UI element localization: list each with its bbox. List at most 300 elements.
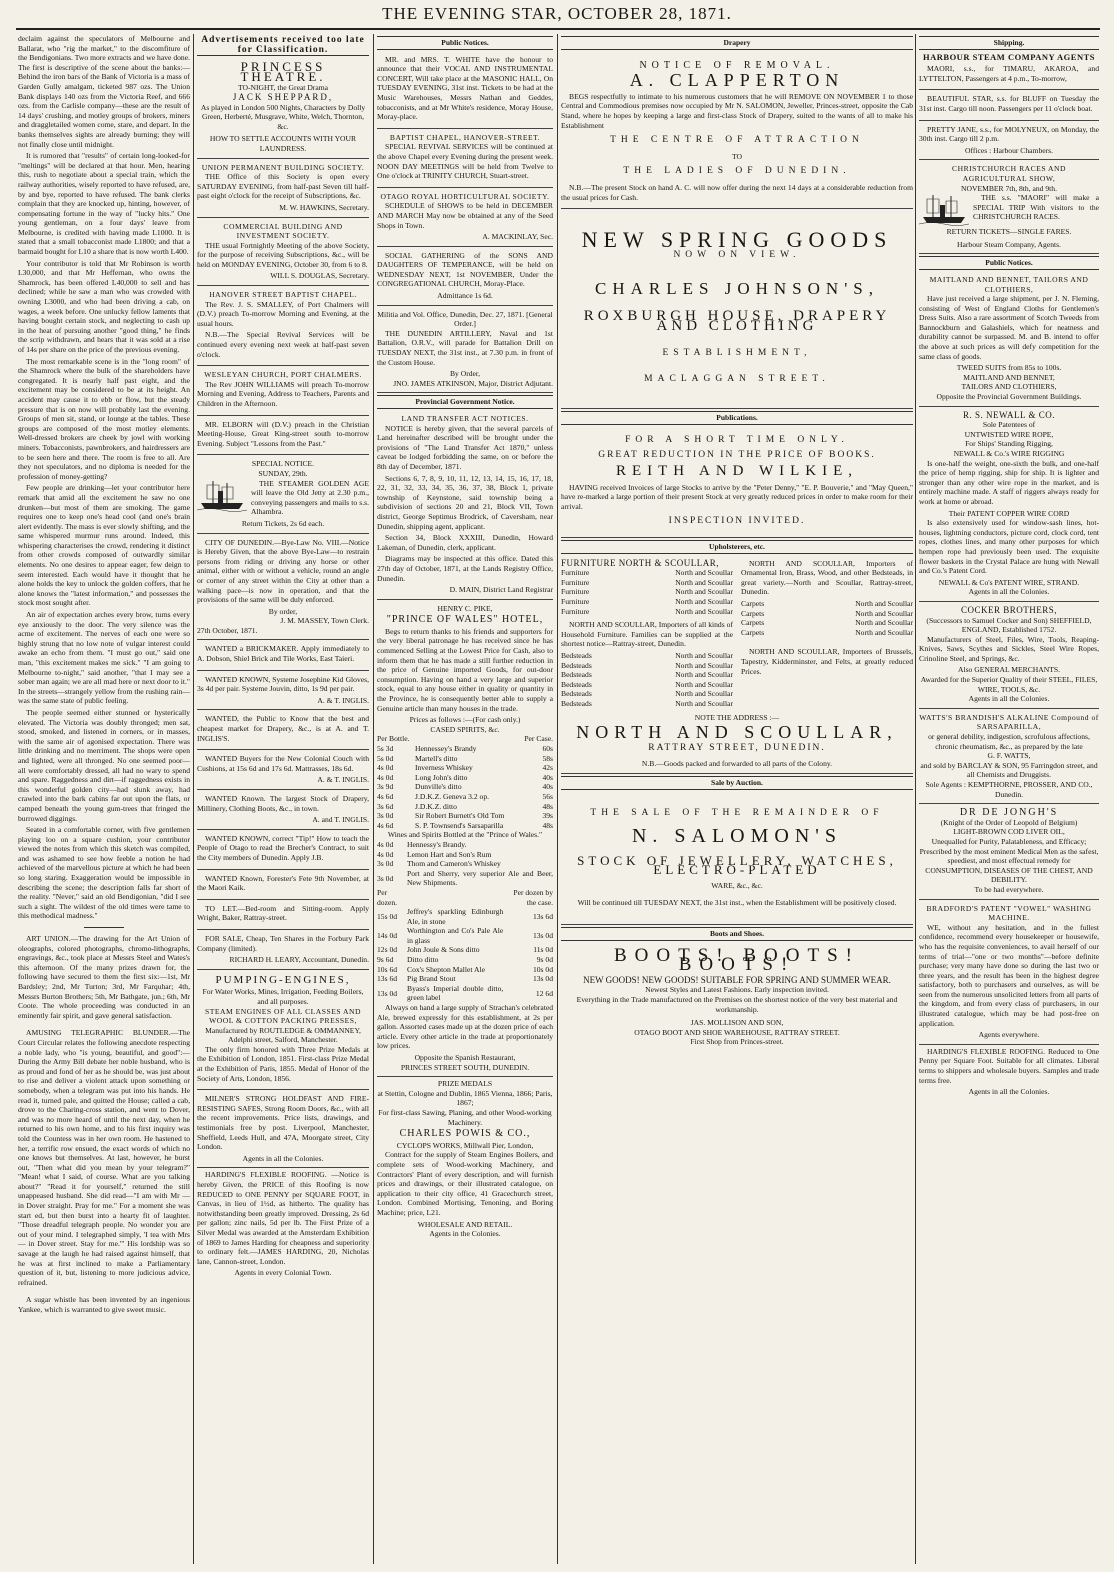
price: 56s [542,791,553,801]
spirits-price-list [377,734,553,830]
item: John Joule & Sons ditto [407,945,480,955]
ad-body: THE s.s. "MAORI" will make a SPECIAL TRIP With visitors to the CHRISTCHURCH RACES. [973,193,1099,222]
price-row [377,859,553,869]
article-paragraph: The people seemed either stunned or hysterically elevated. The Victoria was doubly thronged; men sat, stood, smoked, and listened in corners, or in masses, with the same air of agonised expectation. There was little drinking and no merriment. The shops were open and lighted, were all thronged. No one seemed poor—all were comfortably dressed, all had no wary to spend and spare. Raggedness and dirt—if raggedness exists in this wonderful golden city—had slunk away, had crawled into the bark cabins far out upon the flats, or camped beneath the young gum-trees that fringed the burrowed diggings. [18,707,190,823]
wines-price-list [377,840,553,888]
ad-body: HARDING'S FLEXIBLE ROOFING. Reduced to One Penny per Square Foot. Suitable for all climates. Liberal terms to shippers and wholesale buyers. Samples and trade terms free. [919,1046,1099,1085]
pumping-engines-ad [197,972,369,1091]
ad-line: HOW TO SETTLE ACCOUNTS WITH YOUR LAUNDRESS. [209,134,357,153]
column-divider [557,34,558,1564]
ad-line: Agents in all the Colonies. [242,1153,324,1163]
section-heading: Advertisements received too late for Classification. [197,36,369,56]
price-row [377,821,553,831]
prize-medals-ad [377,1079,553,1239]
price-row [377,754,553,764]
ad-line: STOCK OF JEWELLERY, WATCHES, ELECTRO-PLATED [577,852,897,878]
ad-title: SPECIAL NOTICE. [251,459,315,469]
ad-line: By order, [268,606,298,616]
vendor: North and Scoullar [675,650,733,660]
shipping-ad [919,123,1099,161]
ad-title: R. S. NEWALL & CO. [963,409,1055,420]
ad-signature: J. M. MASSEY, Town Clerk. [280,616,369,626]
ad-body: WANTED KNOWN, Systeme Josephine Kid Gloves, 3s 4d per pair. Systeme Jouvin, ditto, 1s 9d per pair. [197,674,369,694]
price-row [377,773,553,783]
ad-line: ROXBURGH HOUSE, DRAPERY AND CLOTHING [583,307,891,334]
price: 11s 0d [533,945,553,955]
list-item [561,597,733,607]
item: Bedsteads [561,670,592,680]
ad-signature: A. MACKINLAY, Sec. [482,232,553,242]
price: 42s [542,763,553,773]
wesleyan-ad [197,368,369,415]
ad-body: NORTH AND SCOULLAR, Importers of Ornamental Iron, Brass, Wood, and other Bedsteads, in great variety.—North and Scoullar, Rattray-street, Dunedin. [741,558,913,597]
ad-title: COMMERCIAL BUILDING AND INVESTMENT SOCIETY. [223,221,343,241]
ad-title: PRIZE MEDALS [437,1079,493,1089]
ad-line: RETURN TICKETS—SINGLE FARES. [946,227,1072,237]
ad-body: PRETTY JANE, s.s., for MOLYNEUX, on Monday, the 30th inst. Cargo till 2 p.m. [919,124,1099,144]
section-heading: Sale by Auction. [561,776,913,790]
concert-ad [377,53,553,129]
furniture-table [561,568,733,616]
ad-line: By Order, [449,369,481,379]
ad-body: WANTED Known, Forester's Fete 9th November, at the Maori Kaik. [197,873,369,893]
item: Martell's ditto [414,753,458,763]
ad-body: WANTED a BRICKMAKER. Apply immediately to A. Dobson, Shiel Brick and Tile Works, East Taieri. [197,644,369,664]
section-heading: Publications. [561,411,913,425]
ad-line: PRINCES STREET SOUTH, DUNEDIN. [400,1062,530,1072]
price: 48s [542,801,553,811]
list-item [561,661,733,671]
wire-rope-ad [919,409,1099,602]
price-list-header [377,734,553,744]
ad-line: TO-NIGHT, the Great Drama [238,83,328,93]
item: J.D.K.Z. Geneva 3.2 op. [414,791,490,801]
article-paragraph: An air of expectation arches every brow, turns every eye anxiously to the door. The very silence was the acme of excitement. The nerves of each one were so highly strung that no low note of vulgar interest could awake an echo from them. "I must go out," said one man, "this excitement makes me sick." "I am going to Melbourne to-night," said another, "that I may see a sober man again; we are all mad here or next door to it." In the streets—strangely yellow from the rushing rain—was the same state of public feeling. [18,610,190,706]
ad-title: DR DE JONGH'S [959,807,1059,819]
vendor: North and Scoullar [675,660,733,670]
price: 3s 0d [377,859,394,869]
ad-line: NEW GOODS! NEW GOODS! SUITABLE FOR SPRING AND SUMMER WEAR. [583,974,891,985]
sugar-whistle-paragraph: A sugar whistle has been invented by an ingenious Yankee, which is warranted to give sweet music. [18,1295,190,1314]
safes-ad [197,1092,369,1168]
item: Furniture [561,597,590,606]
item: Hennessy's Brandy. [407,839,467,849]
column-public-notices [377,34,553,1566]
bedsteads-table [561,651,733,709]
list-item [561,670,733,680]
ad-body: SCHEDULE of SHOWS to be held in DECEMBER AND MARCH May now be obtained at any of the Seed Shops in Town. [377,201,553,230]
ad-body: THE usual Fortnightly Meeting of the above Society, for the purpose of receiving Subscriptions, &c., will be held on MONDAY EVENING, October 30, from 6 to 8. [197,240,369,269]
item: Port and Sherry, very superior Ale and Beer, New Shipments. [407,868,553,888]
ad-line: First Shop from Princes-street. [690,1037,784,1047]
price-row [377,955,553,965]
list-item [561,587,733,597]
ad-line: For Ships' Standing Rigging, [965,439,1053,449]
item: Bedsteads [561,660,592,670]
tailors-ad [919,273,1099,407]
wanted-ad [197,752,369,790]
item: Furniture [561,587,590,597]
item: Ditto ditto [407,955,439,965]
ad-line: or general debility, indigestion, scrofulous affections, chronic rheumatism, &c., as prepared by the late [928,732,1090,751]
washing-machine-ad [919,902,1099,1045]
ad-line: TAILORS AND CLOTHIERS, [961,382,1057,392]
price: 4s 6d [377,820,394,830]
ad-signature: A. & T. INGLIS. [317,775,369,785]
ad-line: Agents in all the Colonies. [968,1087,1050,1097]
ad-title: LAND TRANSFER ACT NOTICES. [401,414,529,423]
price: 48s [542,820,553,830]
ad-line: Prescribed by the most eminent Medical Men as the safest, speediest, and most effectual remedy for [919,846,1099,866]
price: 12 6d [535,988,553,998]
ad-name: NORTH AND SCOULLAR, [576,722,898,743]
ad-line: MAITLAND AND BENNET, [963,372,1055,382]
vendor: North and Scoullar [675,577,733,587]
ad-line: Unequalled for Purity, Palatableness, and Efficacy; [931,836,1087,846]
ad-line: THE SALE OF THE REMAINDER OF [590,807,884,818]
ad-body: WANTED KNOWN, correct "Tip!" How to teach the People of Otago to read the Brecher's Contract, to suit the City members of Dunedin. Apply J.B. [197,833,369,862]
article-paragraph: It is rumored that "results" of certain long-looked-for "meltings" will be declared at that hour. Men, hearing this, rush to negotiate about a special train, which the railway authorities, wisely reported to have refused, are, by and bye, reported to have refused. The bank clerks complain that they are knocked up, hinting, however, of compensating fortune in the way of "lucky hits." One young gentleman, on a four days' leave from Melbourne, is credited with having made L1000. It is stated that a small tobacconist made L1800; and that a barmaid bought for L10 a share that is now worth L400. [18,151,190,257]
ad-line: TWEED SUITS from 85s to 100s. [956,363,1062,373]
ad-title: UNION PERMANENT BUILDING SOCIETY. [201,162,365,172]
price-header-right: Per dozen by the case. [513,887,553,907]
theatre-ad [197,58,369,158]
ad-line: Militia and Vol. Office, Dunedin, Dec. 27, 1871. [General Order.] [377,309,553,329]
price: 4s 0d [377,839,394,849]
ad-line: ESTABLISHMENT, [662,348,812,359]
ad-line: TO [732,151,742,161]
ad-line: Agents in all the Colonies. [968,587,1050,597]
price: 3s 6d [377,801,394,811]
ad-line: NOW ON VIEW. [673,249,801,260]
ad-body: N.B.—The present Stock on hand A. C. will now offer during the next 14 days at a considerable reduction from the usual prices for Cash. [561,182,913,202]
ad-signature: RICHARD H. LEARY, Accountant, Dunedin. [229,955,369,965]
ad-line: GREAT REDUCTION IN THE PRICE OF BOOKS. [598,450,876,461]
ad-body: SPECIAL REVIVAL SERVICES will be continued at the above Chapel every Evening during the present week. NOON DAY MEETINGS will be held from Twelve to One o'clock at TRINITY CHURCH, Stuart-street. [377,142,553,181]
ad-title: HANOVER STREET BAPTIST CHAPEL. [209,290,357,300]
ad-body: Section 34, Block XXXIII, Dunedin, Howard Lakeman, of Dunedin, clerk, applicant. [377,533,553,552]
ad-signature: D. MAIN, District Land Registrar [449,585,553,595]
vendor: North and Scoullar [855,618,913,628]
ad-line: Offices : Harbour Chambers. [964,145,1053,155]
cocker-ad [919,604,1099,709]
ad-line: MACLAGGAN STREET. [644,373,830,384]
ad-signature: WILL S. DOUGLAS, Secretary. [270,271,369,281]
price: 3s 9d [377,782,394,792]
ad-line: (Successors to Samuel Cocker and Son) SHEFFIELD, ENGLAND, Established 1752. [926,615,1092,635]
land-transfer-ad [377,412,553,600]
ad-line: THE CENTRE OF ATTRACTION [610,135,864,146]
ad-title: WATTS'S BRANDISH'S ALKALINE Compound of SARSAPARILLA, [919,712,1099,732]
ad-body: The Rev JOHN WILLIAMS will preach To-morrow Morning and Evening, Address to Teachers, Parents and Children in the Afternoon. [197,379,369,408]
vendor: North and Scoullar [675,606,733,616]
ad-body: MR. and MRS. T. WHITE have the honour to announce that their VOCAL AND INSTRUMENTAL CONCERT, Will take place at the MASONIC HALL, On TUESDAY EVENING, 31st inst. Tickets to be had at the Music Warehouses, Messrs Nathan and Geddes, tobacconists, and at Mr White's residence, Moray House, Moray-place. [377,54,553,122]
item: Thom and Cameron's Whiskey [407,859,501,869]
item: Dunville's ditto [414,782,462,792]
item: Bedsteads [561,698,592,708]
price: 13s 0d [532,974,553,984]
ad-body: FOR SALE, Cheap, Ten Shares in the Forbury Park Company (limited). [197,933,369,953]
price: 12s 0d [377,945,398,955]
cod-liver-oil-ad [919,806,1099,899]
ad-signature: Harbour Steam Company, Agents. [957,239,1061,249]
ad-line: NEWALL & Co.'s WIRE RIGGING [953,449,1065,458]
price: 3s 0d [377,873,394,883]
price-row [377,763,553,773]
ad-line: RATTRAY STREET, DUNEDIN. [648,742,826,753]
ad-line: STEAM ENGINES OF ALL CLASSES AND WOOL & COTTON PACKING PRESSES, [204,1006,361,1026]
item: Byass's Imperial double ditto, green label [407,983,504,1003]
item: S. P. Townsend's Sarsaparilla [414,820,504,830]
ad-title: NEW SPRING GOODS [581,227,893,253]
ad-line: OTAGO BOOT AND SHOE WAREHOUSE, RATTRAY STREET. [634,1027,840,1037]
ad-title: "PRINCE OF WALES" HOTEL, [386,614,544,626]
item: Furniture [561,577,590,587]
horticultural-ad [377,190,553,247]
ad-body: MILNER'S STRONG HOLDFAST AND FIRE-RESISTING SAFES, Strong Room Doors, &c., with all the recent improvements. Price lists, drawings, and testimonials free by post. Liverpool, Manchester, Sheffield, Leeds Hull, and 47A, Moorgate street, City London. [197,1094,369,1152]
ad-line: INSPECTION INVITED. [668,516,806,527]
furniture-listing [561,559,733,709]
price: 13s 6d [532,911,553,921]
list-item [561,651,733,661]
ad-body: Is one-half the weight, one-sixth the bulk, and one-half the price of hemp rigging, ship for ship. It is lighter and stronger than any other wire rope in the market, and is entirely machine made. A staff of riggers always ready for work at home or abroad. [919,458,1099,506]
ad-body: BEAUTIFUL STAR, s.s. for BLUFF on Tuesday the 31st inst. Cargo till noon. Passengers per 11 o'clock boat. [919,94,1099,113]
ad-title: COCKER BROTHERS, [960,604,1057,615]
list-item [561,578,733,588]
ad-line: SUNDAY, 29th. [258,468,308,478]
price: 10s 6d [377,964,398,974]
ad-line: G. F. WATTS, [987,751,1031,761]
ad-line: Newest Styles and Latest Fashions. Early inspection invited. [645,985,829,995]
item: J.D.K.Z. ditto [414,801,457,811]
price-row [377,850,553,860]
hotel-ad [377,602,553,1078]
vendor: North and Scoullar [675,679,733,689]
vendor: North and Scoullar [675,597,733,606]
ad-line: Agents in all the Colonies. [968,694,1050,704]
baptist-chapel-ad [377,131,553,188]
section-heading: Upholsterers, etc. [561,540,913,554]
ad-line: Awarded for the Superior Quality of their STEEL, FILES, WIRE, TOOLS, &c. [920,675,1098,694]
ad-line: For first-class Sawing, Planing, and other Wood-working Machinery. [378,1107,552,1127]
item: Carpets [741,627,765,637]
ad-line: To be had everywhere. [974,884,1044,894]
ad-title: PRINCESS THEATRE. [240,59,326,84]
ad-line: Opposite the Spanish Restaurant, [414,1053,516,1062]
price-header-left: Per dozen. [377,887,398,907]
ad-line: Also GENERAL MERCHANTS. [957,665,1061,675]
ad-line: THE LADIES OF DUNEDIN. [623,166,851,177]
ad-line: NEWALL & Co's PATENT WIRE, STRAND. [938,577,1080,587]
price-row [377,907,553,926]
ad-name: REITH AND WILKIE, [615,463,859,480]
ad-title: BRADFORD'S PATENT "VOWEL" WASHING MACHINE. [926,903,1092,923]
item: Cox's Shepton Mallet Ale [407,964,485,974]
ad-line: JAS. MOLLISON AND SON, [690,1018,784,1028]
vendor: North and Scoullar [675,670,733,680]
item: Carpets [741,608,765,618]
wanted-ad [197,792,369,830]
list-item [561,689,733,699]
item: Sir Robert Burnett's Old Tom [414,811,505,821]
article-paragraph: declaim against the speculators of Melbourne and Ballarat, who "rig the market," to the discomfiture of the Bendigonians. Two more extracts and we have done. The first is descriptive of the scene about the banks:—Behind the iron bars of the Bank of Victoria is a mass of Garden Gully amalgam, ticketed 987 ozs. The Union Bank displays 140 ozs from the Victoria Reef, and 666 ozs. from the Carlisle company—these are the result of 14 days' crushing, and motley groups of brokers, miners and draggletailed women come, stare, and depart. In the banks themselves sights are already burning; they will not finally close until midnight. [18,34,190,149]
ad-body: WANTED Known. The largest Stock of Drapery, Millinery, Clothing Boots, &c., in town. [197,794,369,813]
ad-line: WARE, &c., &c. [711,880,763,890]
price: 5s 3d [377,744,394,753]
price: 3s 0d [377,811,394,821]
shipping-ad [919,62,1099,90]
spring-goods-ad [561,211,913,409]
ad-line: Manufactured by ROUTLEDGE & OMMANNEY, Adelphi street, Salford, Manchester. [205,1025,361,1045]
north-scoullar-ad [561,557,913,774]
price: 13s 6d [377,974,398,984]
price: 15s 0d [377,911,398,921]
roofing-ad [197,1170,369,1278]
vendor: North and Scoullar [855,608,913,618]
price-row [377,802,553,812]
ad-body: WANTED Buyers for the New Colonial Couch with Cushions, at 15s 6d and 17s 6d. Mattrasses, 18s 6d. [197,754,369,773]
ad-line: Will be continued till TUESDAY NEXT, the 31st inst., when the Establishment will be positively closed. [577,898,897,908]
price: 10s 0d [532,964,553,974]
price-row [377,744,553,754]
ad-title: NOTICE OF REMOVAL. [639,59,835,71]
price-row [377,945,553,955]
item: Bedsteads [561,679,592,689]
ad-line: Everything in the Trade manufactured on the Premises on the shortest notice of the very best material and workmanship. [576,995,898,1014]
item: Inverness Whiskey [414,763,473,773]
price-row [377,792,553,802]
ad-body: The only firm honored with Three Prize Medals at the Exhibition of London, 1851. First-class Prize Medal at the Exhibition of Paris, 1855. Medal of Honor of the Society of Arts, London, 1856. [197,1044,369,1083]
for-sale-ad [197,932,369,970]
section-heading: Boots and Shoes. [561,927,913,941]
steamship-icon [197,479,247,513]
price-row [377,840,553,850]
price-list-header [377,888,553,907]
ad-body: WANTED, the Public to Know that the best and cheapest market for Drapery, &c., is at A. and T. INGLIS'S. [197,714,369,743]
item: Hennessey's Brandy [414,744,477,753]
ad-body: N.B.—The Special Revival Services will be continued every evening next week at half-past seven o'clock. [197,330,369,359]
ad-body: Sections 6, 7, 8, 9, 10, 11, 12, 13, 14, 15, 16, 17, 18, 22, 31, 32, 33, 34, 35, 36, 37, 38, Block 1, private township of Keynstone, said township being a subdivision of sections 20 and 21, Block VII, Town district, George Septimus Brodrick, of Caversham, near Dunedin, shipping agent, applicant. [377,473,553,531]
ad-line: LIGHT-BROWN COD LIVER OIL, [953,827,1065,837]
ad-body: CITY OF DUNEDIN.—Bye-Law No. VIII.—Notice is Hereby Given, that the above Bye-Law—to restrain persons from riding or driving any horse or other animal, either with or without a vehicle, round an angle or corner of any street within the City at other than a walking pace—is now in operation, and that the provisions of the same will be duly enforced. [197,537,369,605]
section-heading: Shipping. [919,36,1099,50]
ad-title: PUMPING-ENGINES, [215,973,351,986]
ad-line: (Knight of the Order of Leopold of Belgium) [940,817,1078,827]
section-heading: Public Notices. [919,256,1099,270]
item: Worthington and Co's Pale Ale in glass [407,926,504,945]
price: 4s 0d [377,763,394,773]
ad-body: BEGS respectfully to intimate to his numerous customers that he will REMOVE ON NOVEMBER 1 to those Central and Commodious premises now occupied by Mr N. SALOMON, Jeweller, Princes-street, opposite the Cab Stand, where he hopes by keeping a large and first-class Stock of Drapery, suited to the wants of all to make his Establishment [561,91,913,130]
ad-line: NOVEMBER 7th, 8th, and 9th. [961,183,1057,193]
ad-title: CHRISTCHURCH RACES AND AGRICULTURAL SHOW, [952,164,1066,183]
column-drapery-and-sales [561,34,913,1566]
section-heading: Public Notices. [377,36,553,50]
steamship-icon [919,193,969,227]
ad-line: Sole Patentees of [982,420,1036,430]
ad-line: CHARLES POWIS & CO., [399,1128,531,1140]
ad-line: Agents in every Colonial Town. [234,1268,332,1278]
building-society-ad [197,161,369,218]
ad-name: CHARLES JOHNSON'S, [595,279,879,299]
price-header-left: Per Bottle. [377,734,410,744]
ad-signature: M. W. HAWKINS, Secretary. [279,202,369,212]
wanted-ad [197,872,369,900]
price: 40s [542,782,553,792]
artillery-ad [377,308,553,394]
wanted-ad [197,712,369,750]
ad-body: Diagrams may be inspected at this office. Dated this 27th day of October, 1871, at the Lands Registry Office, Dunedin. [377,554,553,583]
list-item [561,607,733,617]
ad-line: UNTWISTED WIRE ROPE, [964,429,1054,439]
item: Carpets [741,599,765,608]
list-item [741,618,913,628]
price-row [377,869,553,888]
ad-signature: A. and T. INGLIS. [312,815,369,825]
price: 58s [542,753,553,763]
masthead-rule [16,28,1100,30]
telegraphic-blunder-paragraph: AMUSING TELEGRAPHIC BLUNDER.—The Court Circular relates the following anecdote respecting a noble lady, who "is young, beautiful, and good":—During the Army Bill debate her noble husband, who is as proud and fond of her as he should be, was just about to rise and deliver a violent attack upon something or somebody, when a telegram was put into his hands. He read it, turned pale, and quitted the House; called a cab, drove to the Charing-cross station, and went to Dover, and was no more heard of until the next day, when he returned to his own home, and to his first inquiry was told the Countess was in her own room. He hastened to her, a terrific row ensued, the exact words of which no one knows but themselves. At last, however, he burst out, "Then what did you mean by your telegram?" "Mean! what I said, of course. What are you talking about?" "Read it for yourself," returned the still unappeased husband. She did read—"I am with Mr — in Dover straight. Pray for me." For a moment she was start ed, but then burst into a hearty fit of laughter. "Those dreadful telegraph people. No wonder you are out of your mind. I telegraphed simply, 'I tea with Mrs — in Dover street. Stay for me.'" His lordship was so savage at the laugh he had raised against himself, that he was at first inclined to make a Parliamentary question of it, but, listening to more judicious advice, refrained. [18,1028,190,1287]
temperance-ad [377,249,553,306]
ad-line: N.B.—Goods packed and forwarded to all parts of the Colony. [641,759,833,769]
ad-body: THE Office of this Society is open every SATURDAY EVENING, from half-past Seven till half-past eight o'clock for the receipt of Subscriptions, &c. [197,172,369,201]
vendor: North and Scoullar [675,568,733,578]
ad-line: WHOLESALE AND RETAIL. [417,1219,513,1229]
item: Bedsteads [561,689,592,699]
ad-body: NOTICE is hereby given, that the several parcels of Land hereinafter described will be brought under the provisions of "The Land Transfer Act 1870," unless caveat be lodged forbidding the same, on or before the 8th day of December, 1871. [377,423,553,471]
ad-body: Begs to return thanks to his friends and supporters for the very liberal patronage he has received since he has commenced Selling at the Lowest Price for Cash, also to inform them that he has made a still further reduction in the price of Genuine imported Goods, for out-door consumption. Having on hand a very large and superior stock, equal to any house either in quality or quantity in the Province, he is consequently better able to supply a Genuine article than many houses in the trade. [377,626,553,713]
price: 13s 0d [377,988,398,998]
ad-body: Manufacturers of Steel, Files, Wire, Tools, Reaping-Knives, Saws, Scythes and Sickles, Steel Wire Ropes, Crinoline Steel, and Springs, &c. [919,634,1099,663]
ad-line: HENRY C. PIKE, [437,603,493,613]
article-paragraph: The most remarkable scene is in the "long room" of the Shamrock where the bulk of the shareholders have congregated. It is nearly half past eight, and the excitement may be considered to be at its height. An accident may cause it to ebb or flow, but the steady pressure that is on now will probably last the evening. Groups of men sit, stand, or lounge at the tables. These groups are composed of the most motley elements. Well-dressed brokers are cheek by jowl with working miners. Tobacconists, pawnbrokers, and hairdressers are to be seen here and there. The room is free to all. Are they not speculators, and no diploma is needed for the profession of money-getting? [18,356,190,481]
ad-title: OTAGO ROYAL HORTICULTURAL SOCIETY. [380,191,550,201]
elborn-ad [197,418,369,456]
hanover-chapel-ad [197,288,369,366]
article-paragraph: Your contributor is told that Mr Robinson is worth L30,000, and that Mr Heffernan, who owns the Shamrock, has been offered L40,000 to sell and has declined; while he saw a man who was crowded with owning L3000, and who had been driving a cab, on wages, a week before. One unlucky fellow laments that having bought certain stock, and neglecting to cash up in the heat of pursuing another "good thing," he finds the scrip withdrawn, and hears that it was sold at a rise of 14s per share on the price of the previous evening. [18,258,190,354]
ad-title: FURNITURE NORTH & SCOULLAR, [561,557,719,568]
wanted-ad [197,673,369,711]
commercial-society-ad [197,220,369,287]
price: 14s 0d [377,931,398,941]
item: Furniture [561,568,590,578]
ad-body: Is also extensively used for window-sash lines, hot-houses, lightning conductors, picture cord, clock cord, tent ropes, clothes lines, and many other purposes for which hempen rope had previously been used. The exquisite flower baskets in the Crystal Palace are hung with Newall and Co.'s Patent Cord. [919,518,1099,576]
vendor: North and Scoullar [855,599,913,608]
ad-line: Their PATENT COPPER WIRE CORD [948,508,1070,518]
price-row [377,926,553,945]
ad-body: MR. ELBORN will (D.V.) preach in the Christian Meeting-House, Great King-street south to-morrow Evening. Subject "Lessons from the Past." [197,419,369,448]
ad-title: BAPTIST CHAPEL, HANOVER-STREET. [389,132,541,142]
ad-body: Contract for the supply of Steam Engines Boilers, and complete sets of Wood-working Machinery, and Contractors' Plant of every description, and will furnish prices and drawings, or their illustrated catalogue, on application to their city office, 41 Gracechurch street, London. Combined Mortising, Tenoning, and Boring Machine; price, L21. [377,1150,553,1217]
shipping-ad [919,92,1099,120]
price-row [377,782,553,792]
ad-body: WE, without any hesitation, and in the fullest confidence, recommend every housekeeper or housewife, who has the requisite conveniences, to avail herself of our terms of trial—"one or two months"—before definite purchase; very many have done so during the last two or three years, and the result has been in the highest degree satisfactory, both to purchasers and ourselves, as will be seen from the numerous unsolicited letters from all parts of the kingdom, and from every class of purchasers, in our illustrated catalogue, which may be had post-free on application. [919,922,1099,1028]
divider [84,927,124,928]
ad-line: Prices as follows :—(For cash only.) [409,715,521,725]
item: Bedsteads [561,650,592,660]
article-paragraph: Seated in a comfortable corner, with five gentlemen playing loo on a square cushion, your contributor viewed the notes from which this sketch was compiled, and was ashamed to see how feeble a notion he had achieved of the marvellous picture at which he had been so long staring. Exaggeration would be impossible in describing the scene; the description falls far short of the reality. "Never," said an old Bendigonian, "did I see such a sight. The wildest of the old times were tame to this methodical madness." [18,825,190,921]
ad-title: HARBOUR STEAM COMPANY AGENTS [923,51,1095,62]
ad-line: Agents in the Colonies. [429,1229,501,1239]
price-row [377,984,553,1003]
ad-line: As played in London 500 Nights, Characters by Dolly Green, Herberté, Musgrave, White, Welch, Thornton, &c. [200,102,366,131]
list-item [741,599,913,609]
vendor: North and Scoullar [675,689,733,699]
ad-line: Admittance 1s 6d. [437,291,493,301]
ad-body: NORTH AND SCOULLAR, Importers of Brussels, Tapestry, Kidderminster, and Felts, at greatly reduced Prices. [741,647,913,676]
item: Pig Brand Stout [407,974,456,984]
ad-body: THE DUNEDIN ARTILLERY, Naval and 1st Battalion, O.R.V., will parade for Battalion Drill on TUESDAY NEXT, the 31st inst., at 7.30 p.m. in front of the Custom House. [377,328,553,367]
column-divider [915,34,916,1564]
